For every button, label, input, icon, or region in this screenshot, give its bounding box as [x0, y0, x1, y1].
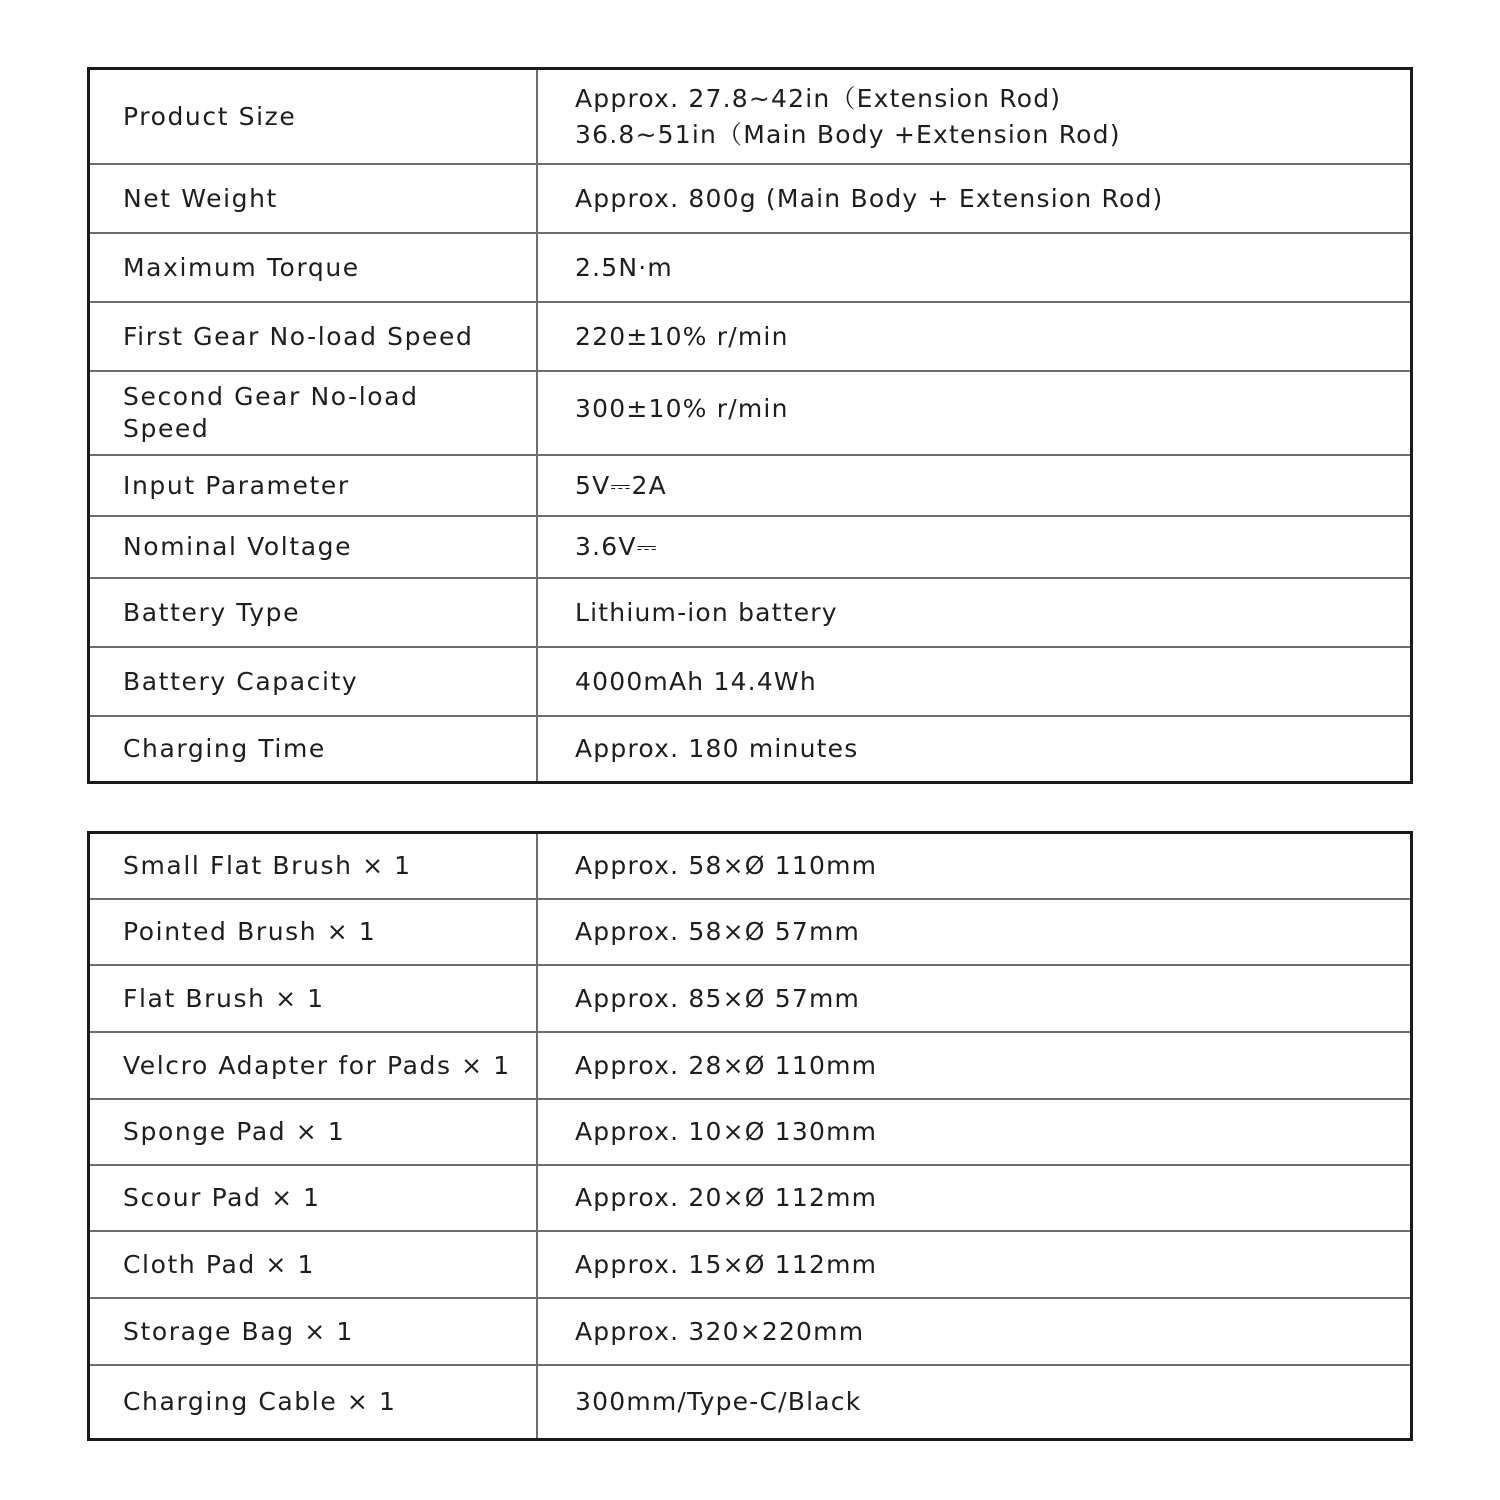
- spec-value-line: Approx. 27.8~42in（Extension Rod): [575, 83, 1062, 113]
- accessory-label: Pointed Brush × 1: [90, 900, 538, 964]
- spec-label: Charging Time: [90, 717, 538, 781]
- accessory-value: Approx. 10×Ø 130mm: [575, 1117, 878, 1146]
- spec-value: Approx. 180 minutes: [575, 734, 859, 763]
- spec-label: Battery Type: [90, 579, 538, 646]
- accessory-label: Velcro Adapter for Pads × 1: [90, 1033, 538, 1098]
- accessory-label: Sponge Pad × 1: [90, 1100, 538, 1164]
- spec-label: Second Gear No-load Speed: [90, 372, 538, 454]
- table-row: [90, 70, 1410, 165]
- table-row: [90, 834, 1410, 900]
- table-row: [90, 1033, 1410, 1100]
- accessory-label: Scour Pad × 1: [90, 1166, 538, 1230]
- spec-value: 2.5N·m: [575, 252, 673, 282]
- table-row: [90, 1232, 1410, 1299]
- accessory-label: Small Flat Brush × 1: [90, 834, 538, 898]
- spec-label: Maximum Torque: [90, 234, 538, 301]
- spec-value: 5V⎓2A: [575, 470, 667, 500]
- spec-label: Product Size: [90, 70, 538, 163]
- table-row: [90, 966, 1410, 1033]
- spec-value: 220±10% r/min: [575, 321, 789, 351]
- spec-value: Approx. 800g (Main Body + Extension Rod): [575, 183, 1164, 213]
- spec-value: 300±10% r/min: [575, 394, 789, 423]
- table-row: [90, 372, 1410, 456]
- accessory-label: Cloth Pad × 1: [90, 1232, 538, 1297]
- accessory-value: 300mm/Type-C/Black: [575, 1387, 862, 1416]
- spec-value-line: 36.8~51in（Main Body +Extension Rod): [575, 119, 1121, 149]
- table-row: [90, 303, 1410, 372]
- spec-value: [538, 70, 1410, 163]
- accessory-label: Charging Cable × 1: [90, 1366, 538, 1438]
- accessory-value: Approx. 58×Ø 57mm: [575, 917, 861, 946]
- spec-label: First Gear No-load Speed: [90, 303, 538, 370]
- accessory-value: Approx. 20×Ø 112mm: [575, 1183, 878, 1212]
- table-row: [90, 1166, 1410, 1232]
- table-row: [90, 717, 1410, 781]
- table-row: [90, 165, 1410, 234]
- table-row: [90, 579, 1410, 648]
- accessory-label: Storage Bag × 1: [90, 1299, 538, 1364]
- accessory-value: Approx. 28×Ø 110mm: [575, 1050, 878, 1080]
- table-row: [90, 1366, 1410, 1438]
- spec-label: Input Parameter: [90, 456, 538, 515]
- spec-value: Lithium-ion battery: [575, 597, 838, 627]
- spec-label: Battery Capacity: [90, 648, 538, 715]
- accessories-table: [87, 831, 1413, 1441]
- table-row: [90, 517, 1410, 579]
- spec-value: 4000mAh 14.4Wh: [575, 666, 817, 696]
- accessory-value: Approx. 320×220mm: [575, 1316, 865, 1346]
- accessory-value: Approx. 85×Ø 57mm: [575, 983, 861, 1013]
- table-row: [90, 456, 1410, 517]
- spec-value: 3.6V⎓: [575, 532, 658, 561]
- specifications-table: [87, 67, 1413, 784]
- table-row: [90, 234, 1410, 303]
- table-row: [90, 1299, 1410, 1366]
- table-row: [90, 648, 1410, 717]
- table-row: [90, 1100, 1410, 1166]
- spec-label: Nominal Voltage: [90, 517, 538, 577]
- spec-label: Net Weight: [90, 165, 538, 232]
- table-row: [90, 900, 1410, 966]
- accessory-label: Flat Brush × 1: [90, 966, 538, 1031]
- accessory-value: Approx. 58×Ø 110mm: [575, 851, 878, 880]
- accessory-value: Approx. 15×Ø 112mm: [575, 1249, 878, 1279]
